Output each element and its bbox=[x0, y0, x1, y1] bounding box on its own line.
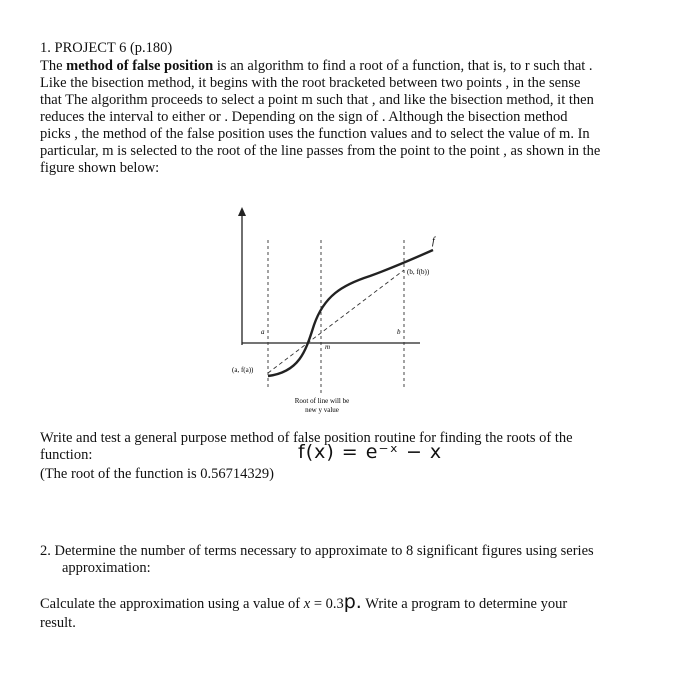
text-fragment: = 0.3 bbox=[310, 596, 344, 612]
point-a-label: (a, f(a)) bbox=[232, 366, 254, 374]
text-fragment: The bbox=[40, 58, 67, 74]
q1-heading: 1. PROJECT 6 (p.180) bbox=[40, 40, 173, 56]
root-note: (The root of the function is 0.56714329) bbox=[40, 466, 274, 482]
f-label: f bbox=[432, 236, 435, 247]
caption-line-1: Root of line will be bbox=[294, 397, 350, 405]
y-axis-arrow bbox=[238, 207, 246, 216]
point-b-label: (b, f(b)) bbox=[407, 268, 430, 276]
bold-term: method of false position bbox=[66, 58, 214, 74]
a-label: a bbox=[261, 328, 265, 336]
text-fragment: is an algorithm to find a root of a function, that is, to r such that . bbox=[213, 58, 593, 74]
q2-calc-line-2: result. bbox=[40, 615, 76, 631]
handwritten-p: p. bbox=[343, 591, 362, 613]
secant-line bbox=[268, 270, 404, 373]
write-line-1: Write and test a general purpose method of false position routine for finding the roots of the bbox=[40, 430, 573, 446]
caption-line-2: new y value bbox=[305, 406, 339, 414]
write-line-2: function: bbox=[40, 447, 93, 463]
text-fragment: Calculate the approximation using a value of bbox=[40, 596, 304, 612]
variable-x: x bbox=[303, 596, 311, 612]
paragraph-line: picks , the method of the false position uses the function values and to select the value of m. In bbox=[40, 126, 590, 142]
paragraph-line: Like the bisection method, it begins with the root bracketed between two points , in the sense bbox=[40, 75, 581, 91]
q2-line-2: approximation: bbox=[62, 560, 151, 576]
b-label: b bbox=[397, 328, 401, 336]
text-fragment: Write a program to determine your bbox=[361, 596, 568, 612]
q2-line-1: 2. Determine the number of terms necessary to approximate to 8 significant figures using series bbox=[40, 543, 594, 559]
paragraph-line: that The algorithm proceeds to select a point m such that , and like the bisection method, it then bbox=[40, 92, 594, 108]
paragraph-line: figure shown below: bbox=[40, 160, 160, 176]
paragraph-line: reduces the interval to either or . Depending on the sign of . Although the bisection method bbox=[40, 109, 568, 125]
paragraph-line: particular, m is selected to the root of the line passes from the point to the point , as shown in the bbox=[40, 143, 601, 159]
m-label: m bbox=[325, 343, 331, 351]
handwritten-function: f(x) = e⁻ˣ − x bbox=[298, 441, 443, 463]
q2-calc-line bbox=[40, 591, 568, 613]
